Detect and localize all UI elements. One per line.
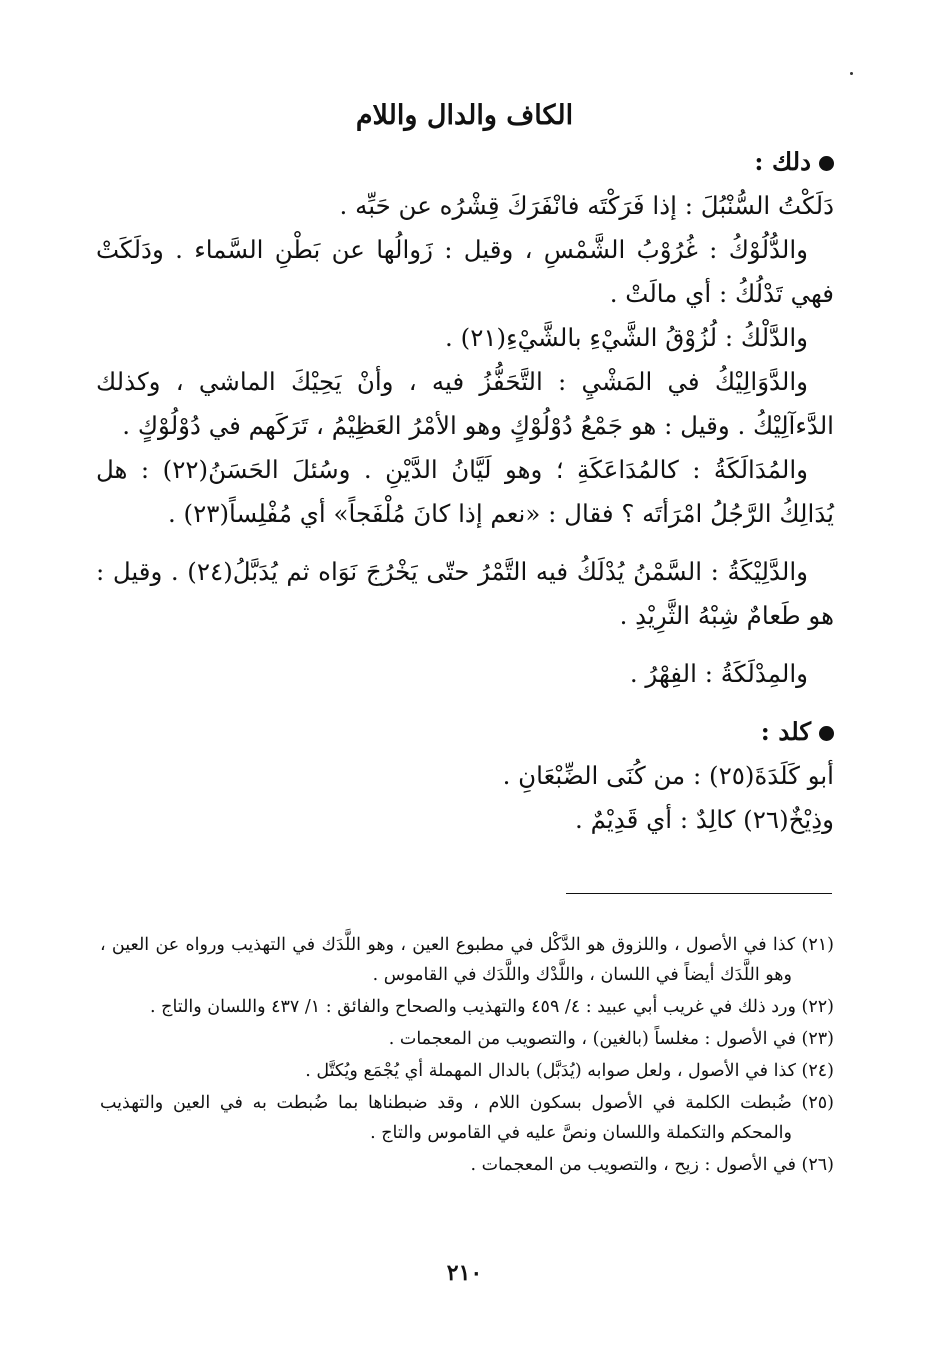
footnote-separator bbox=[566, 893, 832, 894]
entry-head-dlk: دلك : bbox=[96, 140, 834, 184]
entry-head-kld: كلد : bbox=[96, 710, 834, 754]
entry-paragraph: والمِدْلَكَةُ : الفِهْرُ . bbox=[629, 659, 808, 688]
entry-paragraph: وذِيْخٌ(٢٦) كالِدٌ : أي قَدِيْمٌ . bbox=[575, 805, 834, 834]
entry-paragraph: دَلَكْتُ السُّنْبُلَ : إذا فَرَكْتَه فانْفَرَكَ قِشْرُه عن حَبِّه . bbox=[339, 191, 834, 220]
page-title: الكاف والدال واللام bbox=[355, 100, 574, 131]
entry-paragraph: أبو كَلَدَةَ(٢٥) : من كُنَى الضِّبْعَانِ . bbox=[502, 761, 834, 790]
bullet-icon bbox=[819, 726, 834, 741]
footnote: (٢٣) في الأصول : مغلساً (بالغين) ، والتصويب من المعجمات . bbox=[388, 1029, 834, 1049]
page-number: ٢١٠ bbox=[446, 1260, 483, 1286]
footnote: (٢٤) كذا في الأصول ، ولعل صوابه (يُدَبَّل) بالدال المهملة أي يُجْمَع ويُكتَّل . bbox=[305, 1061, 834, 1081]
entry-paragraph: والدَّوَالِيْكُ في المَشْيِ : التَّحَفُّزُ فيه ، وأنْ يَحِيْكَ الماشي ، وكذلك الدَّءآلِيْكُ . وقيل : هو جَمْعُ دُوْلُوْكٍ وهو الأمْرُ العَظِيْمُ ، تَرَكَهم في دُوْلُوْكٍ . bbox=[96, 367, 834, 440]
entry-paragraph: والدُّلُوْكُ : غُرُوْبُ الشَّمْسِ ، وقيل : زَوالُها عن بَطْنِ السَّماء . ودَلَكَتْ فهي تَدْلُكُ : أي مالَتْ . bbox=[96, 235, 834, 308]
footnote: (٢١) كذا في الأصول ، واللزوق هو الدَّكْل في مطبوع العين ، وهو اللَّدَك في التهذيب ورواه عن العين ، وهو اللَّدَك أيضاً في اللسان ، واللَّدْك واللَّدَك في القاموس . bbox=[100, 935, 834, 985]
footnote: (٢٢) ورد ذلك في غريب أبي عبيد : ٤/ ٤٥٩ والتهذيب والصحاح والفائق : ١/ ٤٣٧ واللسان والتاج . bbox=[150, 997, 834, 1017]
entry-paragraph: والدَّلِيْكَةُ : السَّمْنُ يُدْلَكُ فيه التَّمْرُ حتّى يَخْرُجَ نَوَاه ثم يُدَبَّلُ(٢٤) . وقيل : هو طَعامٌ شِبْهُ الثَّرِيْدِ . bbox=[96, 557, 834, 630]
footnote: (٢٦) في الأصول : زيح ، والتصويب من المعجمات . bbox=[470, 1155, 834, 1175]
entry-paragraph: والمُدَالَكَةُ : كالمُدَاعَكَةِ ؛ وهو لَيَّانُ الدَّيْنِ . وسُئلَ الحَسَنُ(٢٢) : هل يُدَالِكُ الرَّجُلُ امْرَأتَه ؟ فقال : «نعم إذا كانَ مُلْفَجاً» أي مُفْلِساً(٢٣) . bbox=[96, 455, 834, 528]
entry-paragraph: والدَّلْكُ : لُزُوْقُ الشَّيْءِ بالشَّيْءِ(٢١) . bbox=[445, 323, 808, 352]
margin-speck bbox=[850, 72, 853, 75]
footnotes bbox=[100, 930, 834, 1182]
main-text bbox=[96, 140, 834, 842]
bullet-icon bbox=[819, 156, 834, 171]
footnote: (٢٥) ضُبطت الكلمة في الأصول بسكون اللام ، وقد ضبطناها بما ضُبطت به في العين والتهذيب والمحكم والتكملة واللسان ونصَّ عليه في القاموس والتاج . bbox=[100, 1093, 834, 1143]
